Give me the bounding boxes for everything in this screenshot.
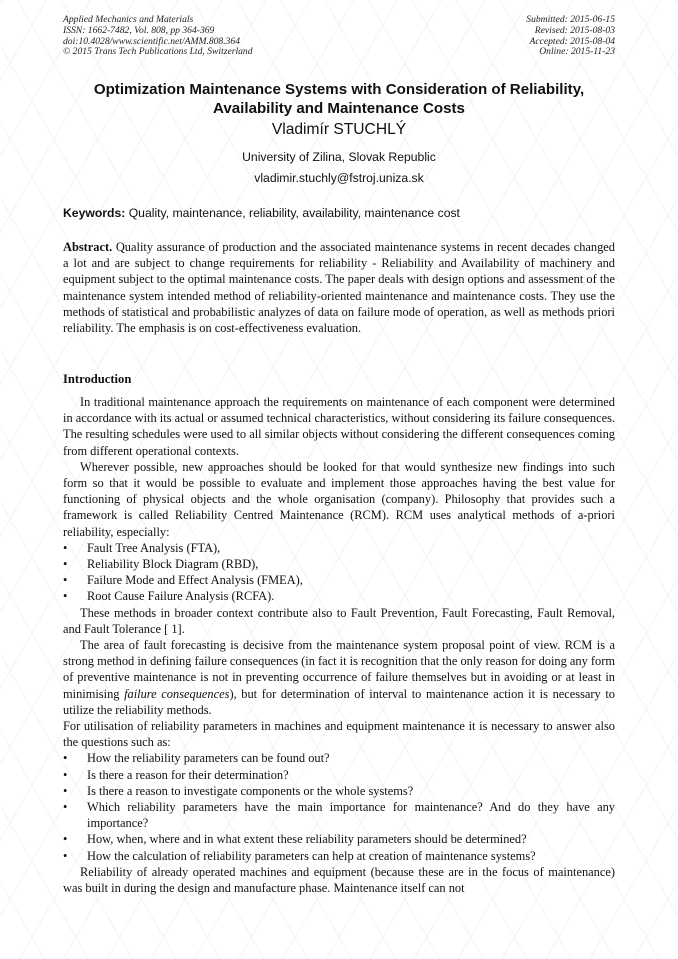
list-item: • Is there a reason to investigate components or the whole systems? — [63, 783, 414, 798]
intro-paragraph-3: These methods in broader context contribute also to Fault Prevention, Fault Forecasting, Fault Removal, and Fault Tolerance [ 1]. — [63, 605, 615, 636]
introduction-body — [63, 394, 615, 896]
bullet-icon: • — [63, 540, 68, 555]
issn-line: ISSN: 1662-7482, Vol. 808, pp 364-369 — [63, 24, 215, 36]
title-line-2: Availability and Maintenance Costs — [213, 99, 465, 117]
list-item: • Failure Mode and Effect Analysis (FMEA), — [63, 573, 303, 588]
intro-paragraph-4: The area of fault forecasting is decisive from the maintenance system proposal point of view. RCM is a strong method in defining failure consequences (in fact it is recognition that the only reason for doing any form of preventive maintenance is not in preventing occurrence of failure themselves but in avoiding or at least in minimising failure consequences), but for determination of interval to maintenance action it is necessary to utilize the reliability methods. — [63, 638, 616, 717]
bullet-icon: • — [63, 751, 68, 766]
revised-date: Revised: 2015-08-03 — [534, 24, 615, 36]
list-item: • Which reliability parameters have the main importance for maintenance? And do they have any importance? — [63, 800, 615, 831]
bullet-icon: • — [63, 767, 68, 782]
intro-paragraph-5: For utilisation of reliability parameters in machines and equipment maintenance it is necessary to answer also the questions such as: — [63, 719, 615, 750]
list-item: • Root Cause Failure Analysis (RCFA). — [63, 589, 275, 604]
bullet-icon: • — [63, 589, 68, 604]
bullet-icon: • — [63, 557, 68, 572]
list-item: • Is there a reason for their determination? — [63, 767, 289, 782]
list-item: • How the calculation of reliability parameters can help at creation of maintenance systems? — [63, 848, 536, 863]
submitted-date: Submitted: 2015-06-15 — [526, 14, 615, 25]
author-name: Vladimír STUCHLÝ — [271, 121, 407, 138]
analysis-methods-list — [63, 540, 615, 605]
section-heading-introduction: Introduction — [63, 372, 132, 386]
keywords-text: Quality, maintenance, reliability, availability, maintenance cost — [125, 206, 460, 220]
keywords — [63, 206, 615, 220]
failure-consequences-emphasis: failure consequences — [124, 686, 230, 701]
title-line-1: Optimization Maintenance Systems with Consideration of Reliability, — [93, 81, 585, 98]
list-item: • Reliability Block Diagram (RBD), — [63, 557, 259, 572]
abstract — [63, 239, 615, 336]
intro-paragraph-1: In traditional maintenance approach the requirements on maintenance of each component were determined in accordance with its actual or assumed technical characteristics, without considering its failure consequences. The resulting schedules were used to all similar objects without considering the different consequences coming from different operational contexts. — [63, 395, 615, 458]
bullet-icon: • — [63, 783, 68, 798]
accepted-date: Accepted: 2015-08-04 — [529, 35, 615, 47]
header-dates — [526, 15, 615, 58]
paper-title — [63, 81, 615, 118]
bullet-icon: • — [63, 800, 68, 815]
doi-line: doi:10.4028/www.scientific.net/AMM.808.364 — [63, 35, 241, 47]
abstract-text: Quality assurance of production and the associated maintenance systems in recent decades changed a lot and are subject to change requirements for reliability - Reliability and Availability of machinery and equipment subject to the optimal maintenance costs. The paper deals with design options and assessment of the maintenance system intended method of reliability-oriented maintenance and maintenance costs. They use the methods of statistical and probabilistic analyzes of data on failure mode of operation, as well as methods priori reliability. The emphasis is on cost-effectiveness evaluation. — [63, 240, 615, 336]
questions-list — [63, 750, 615, 863]
author-affiliation: University of Zilina, Slovak Republic — [242, 150, 436, 164]
list-item: • How, when, where and in what extent these reliability parameters should be determined? — [63, 832, 527, 847]
list-item: • How the reliability parameters can be found out? — [63, 751, 330, 766]
journal-name: Applied Mechanics and Materials — [63, 14, 194, 25]
list-item: • Fault Tree Analysis (FTA), — [63, 540, 221, 555]
abstract-label: Abstract. — [63, 240, 113, 254]
bullet-icon: • — [63, 832, 68, 847]
bullet-icon: • — [63, 848, 68, 863]
bullet-icon: • — [63, 573, 68, 588]
header-publication-info — [63, 15, 253, 58]
author-email: vladimir.stuchly@fstroj.uniza.sk — [254, 171, 424, 185]
intro-paragraph-2: Wherever possible, new approaches should be looked for that would synthesize new findings into such form so that it would be possible to evaluate and implement those approaches having the best value for functioning of physical objects and the whole organisation (company). Philosophy that provides such a framework is called Reliability Centred Maintenance (RCM). RCM uses analytical methods of a-priori reliability, especially: — [63, 459, 615, 539]
copyright-line: © 2015 Trans Tech Publications Ltd, Switzerland — [63, 46, 253, 58]
online-date: Online: 2015-11-23 — [539, 46, 615, 58]
keywords-label: Keywords: — [63, 206, 126, 220]
intro-paragraph-6: Reliability of already operated machines and equipment (because these are in the focus of maintenance) was built in during the design and manufacture phase. Maintenance itself can not — [63, 864, 615, 896]
